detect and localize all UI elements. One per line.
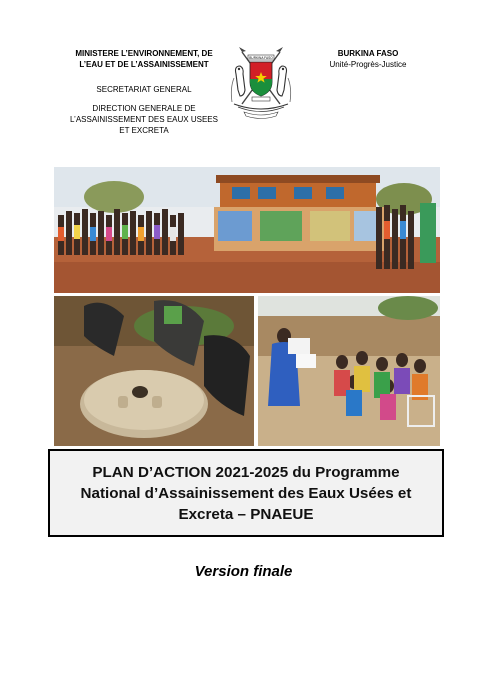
photo-community-awareness-session [258, 296, 440, 446]
national-motto: Unité-Progrès-Justice [329, 60, 407, 69]
photo-community-latrine-building [54, 167, 440, 293]
country-header [312, 48, 424, 70]
ministry-header [58, 48, 230, 136]
secretariat-label: SECRETARIAT GENERAL [96, 85, 192, 94]
emblem-banner-text: BURKINA FASO [249, 56, 273, 60]
version-label: Version finale [194, 563, 293, 580]
coat-of-arms-emblem [228, 44, 294, 120]
document-title [71, 462, 422, 525]
title-line-3: Excreta – PNAEUE [178, 505, 314, 523]
photo-latrine-slab-construction [54, 296, 254, 446]
ministry-line-1: MINISTERE L’ENVIRONNEMENT, DE [75, 49, 213, 58]
direction-line-1: DIRECTION GENERALE DE [92, 104, 196, 113]
document-title-box [48, 449, 444, 537]
country-name: BURKINA FASO [337, 49, 399, 58]
direction-line-2: L’ASSAINISSEMENT DES EAUX USEES [70, 115, 218, 124]
title-line-1: PLAN D’ACTION 2021-2025 du Programme [92, 463, 400, 481]
direction-line-3: ET EXCRETA [119, 126, 169, 135]
title-line-2: National d’Assainissement des Eaux Usées et [80, 484, 412, 502]
ministry-line-2: L’EAU ET DE L’ASSAINISSEMENT [79, 60, 209, 69]
